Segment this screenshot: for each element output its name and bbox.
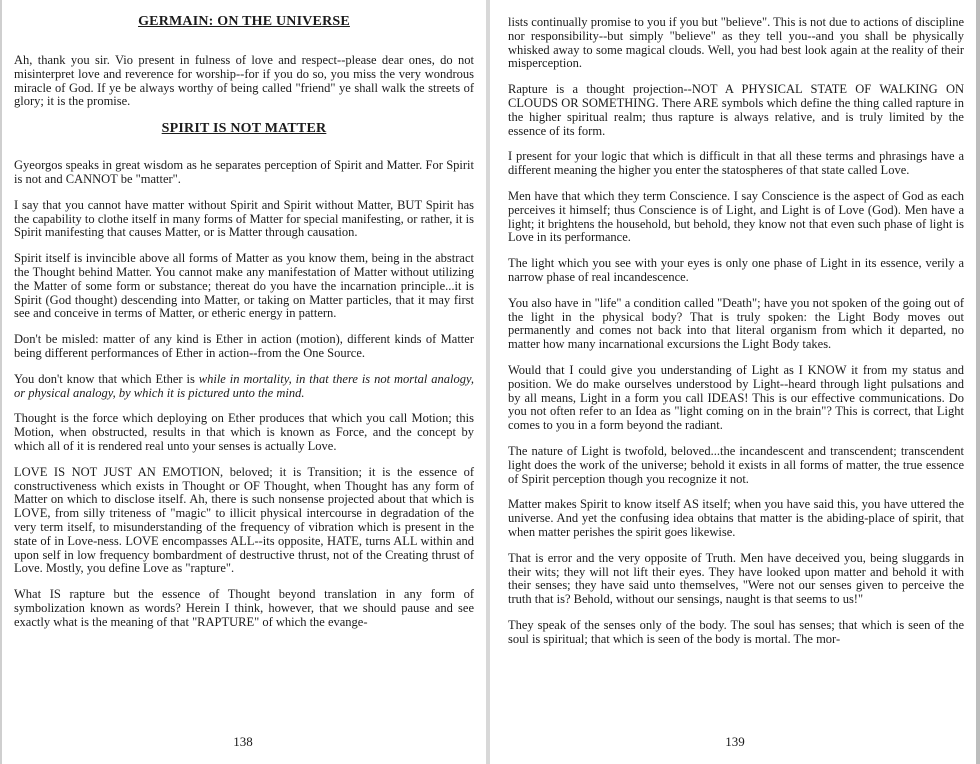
chapter-title: GERMAIN: ON THE UNIVERSE [138,14,350,29]
paragraph: LOVE IS NOT JUST AN EMOTION, beloved; it is Transition; it is the essence of constructiveness which exists in Thought or OF Thought, when Thought has any form of Matter on which to disclose itself. Ah, there is such nonsense projected about that which is LOVE, from silly triteness of "magic" to illicit physical intercourse in degradation of the very term itself, to misunderstanding of the frequency of vibration which is present in the state of in Love-ness. LOVE encompasses ALL--its opposite, HATE, turns ALL within and upon self in low frequency bombardment of destructive thrust, not of the Creating thrust of Love. Mostly, you define Love as "rapture". [14,464,474,576]
section-title: SPIRIT IS NOT MATTER [161,121,327,137]
paragraph: They speak of the senses only of the body. The soul has senses; that which is seen of the soul is spiritual; that which is seen of the body is mortal. The mor- [508,617,964,646]
right-page [490,0,980,764]
paragraph: What IS rapture but the essence of Thought beyond translation in any form of symbolization known as words? Herein I think, however, that we should pause and see exactly what is the meaning of that "RAPTURE" of which the evange- [14,587,474,629]
paragraph-lead: You don't know that which Ether is [14,371,199,386]
paragraph: lists continually promise to you if you but "believe". This is not due to actions of discipline nor responsibility--but simply "believe" as they tell you--and you shall be physically whisked away to some magical clouds. Well, you had best look again at the reality of their misperception. [508,15,964,71]
paragraph: The nature of Light is twofold, beloved...the incandescent and transcendent; transcendent light does the work of the universe; behold it exists in all forms of matter, the true essence of Spirit perception though you recognize it not. [508,443,964,486]
intro-paragraph: Ah, thank you sir. Vio present in fulness of love and respect--please dear ones, do not misinterpret love and reverence for worship--for if you do so, you miss the very wondrous miracle of God. If ye be always worthy of being called "friend" ye shall walk the streets of glory; it is the promise. [14,53,474,109]
paragraph: Don't be misled: matter of any kind is Ether in action (motion), different kinds of Matter being different performances of Ether in action--from the One Source. [14,332,474,360]
paragraph: I say that you cannot have matter without Spirit and Spirit without Matter, BUT Spirit has the capability to clothe itself in many forms of Matter for special manifesting, or rather, it is Spirit manifesting that causes Matter, or is Matter through causation. [14,197,474,240]
paragraph: Gyeorgos speaks in great wisdom as he separates perception of Spirit and Matter. For Spirit is not and CANNOT be "matter". [14,158,474,186]
paragraph: Rapture is a thought projection--NOT A PHYSICAL STATE OF WALKING ON CLOUDS OR SOMETHING. There ARE symbols which define the thing called rapture in the higher spiritual realm; thus rapture is always relative, and is truly limited by the essence of its form. [508,82,964,138]
paragraph: Would that I could give you understanding of Light as I KNOW it from my status and position. We do make ourselves understood by Light--heard through light pulsations and by all means, Light in a form you call IDEAS! This is our effective communications. Do you not often refer to an Idea as "light coming on in the brain"? This is correct, that Light comes to you in a form beyond the radiant. [508,362,964,433]
paragraph: The light which you see with your eyes is only one phase of Light in its essence, verily a narrow phase of real incandescence. [508,256,964,284]
paragraph: Thought is the force which deploying on Ether produces that which you call Motion; this Motion, when obstructed, results in that which is known as Force, and the concept by which all of it is rendered real unto your senses is actually Love. [14,411,474,453]
paragraph: That is error and the very opposite of Truth. Men have deceived you, being sluggards in their wits; they will not lift their eyes. They have looked upon matter and behold it with their senses; they have said unto themselves, "Were not our senses given to perceive the truth that is? Behold, without our sensings, naught is that seems to us!" [508,550,964,607]
paragraph: You also have in "life" a condition called "Death"; have you not spoken of the going out of the light in the physical body? That is truly spoken: the Light Body moves out permanently and comes not back into that literal organism from which it departed, no matter how many incarnational excursions the Light Body takes. [508,295,964,352]
page-number: 139 [725,734,745,749]
paragraph: Men have that which they term Conscience. I say Conscience is the aspect of God as each perceives it himself; thus Conscience is of Light, and Light is of Love (God). Men have a light; it brightens the household, but behold, they know not that even such phase of light is Love in its performance. [508,188,964,245]
paragraph: Matter makes Spirit to know itself AS itself; when you have said this, you have uttered the universe. And yet the confusing idea obtains that matter is the abiding-place of spirit, that when matter perishes the spirit goes likewise. [508,497,964,539]
left-page [0,0,486,764]
italic-text: while in mortality, in that there is not mortal analogy, or physical analogy, by which it is pictured unto the mind. [14,371,474,400]
paragraph: Spirit itself is invincible above all forms of Matter as you know them, being in the abstract the Thought behind Matter. You cannot make any manifestation of Matter without utilizing the Matter of some form or substance; thereat do you have the incarnation principle...it is Spirit (God thought) descending into Matter, or taking on Matter particles, that it may first see and conceive in terms of Matter, or etheric energy in pattern. [14,251,474,321]
page-edge-right [976,0,980,764]
page-number: 138 [233,734,253,749]
paragraph: I present for your logic that which is difficult in that all these terms and phrasings have a different meaning the higher you enter the statospheres of that state called Love. [508,149,964,178]
paragraph [14,373,474,401]
